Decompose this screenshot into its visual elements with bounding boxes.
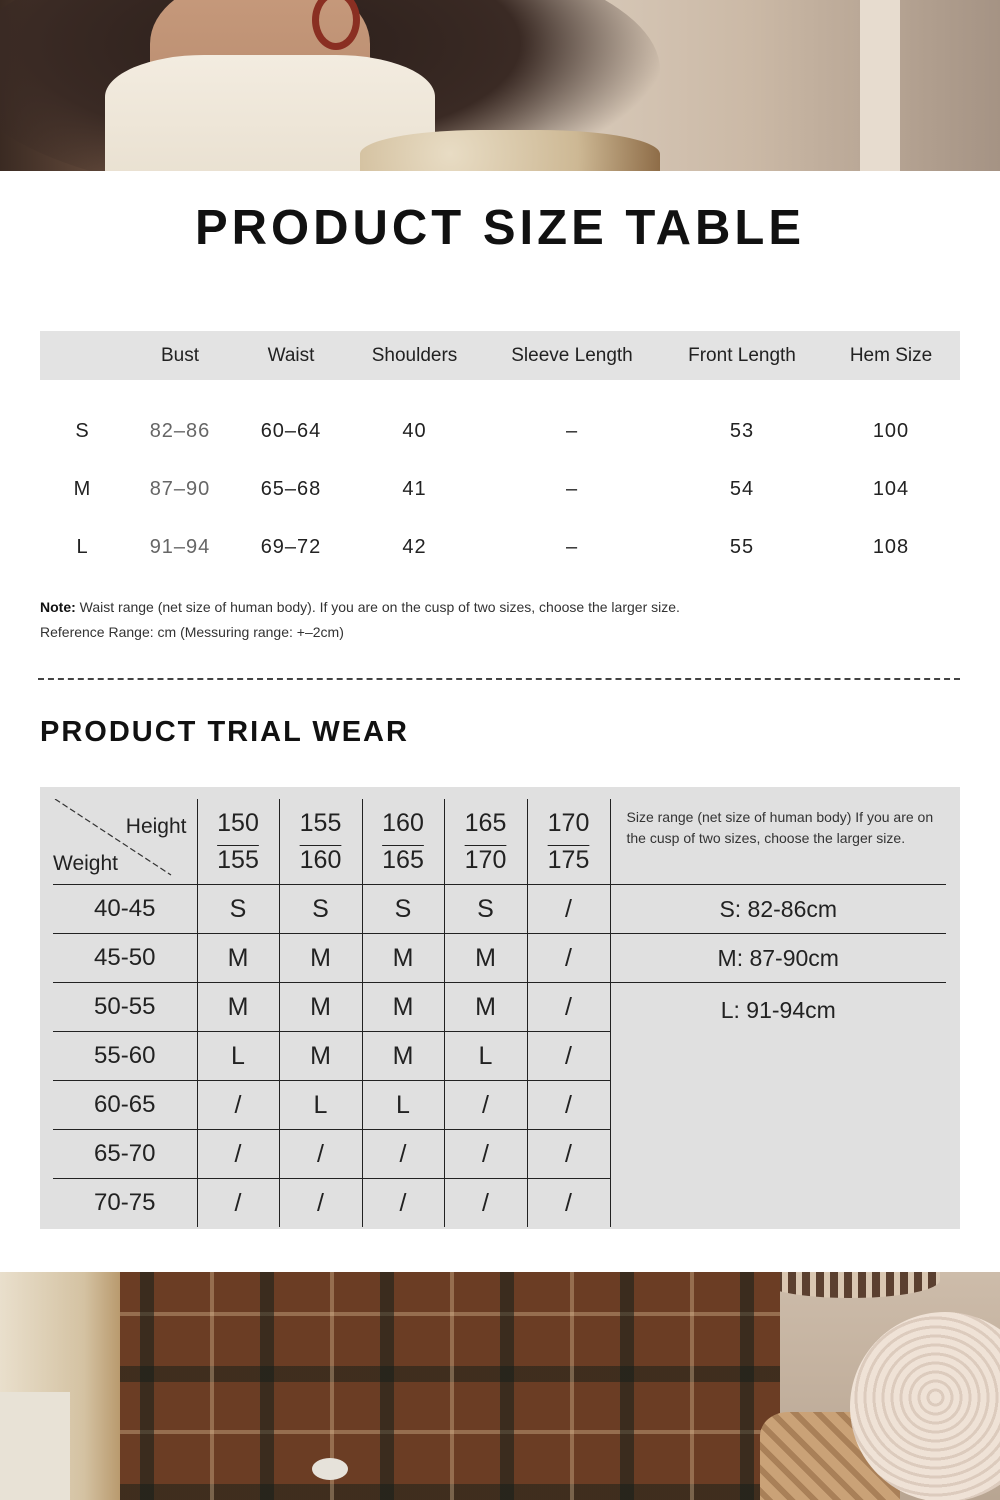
header-hem-size: Hem Size [822, 331, 960, 380]
size-cell: / [279, 1130, 362, 1179]
shoulders-value: 41 [402, 477, 427, 500]
size-cell: / [279, 1179, 362, 1228]
weight-value: 65-70 [53, 1130, 197, 1179]
size-cell: / [527, 983, 610, 1032]
size-cell: / [527, 1032, 610, 1081]
size-info-m: M: 87-90cm [610, 934, 946, 983]
waist-value: 65–68 [260, 477, 322, 500]
size-cell: S [444, 885, 527, 934]
size-cell: S [279, 885, 362, 934]
size-cell: L [362, 1081, 444, 1130]
size-cell: M [362, 1032, 444, 1081]
size-cell: / [527, 1179, 610, 1228]
table-row [40, 402, 960, 460]
size-cell: M [197, 934, 279, 983]
trial-row [53, 983, 946, 1032]
size-label: L [76, 535, 89, 558]
bottom-product-photo [0, 1272, 1000, 1500]
height-col-165: 165 170 [444, 799, 527, 885]
sleeve-length-value: – [565, 419, 579, 442]
height-col-155: 155 160 [279, 799, 362, 885]
header-cell [40, 331, 125, 380]
size-info-s: S: 82-86cm [610, 885, 946, 934]
trial-row [53, 885, 946, 934]
size-cell: / [197, 1179, 279, 1228]
table-row [40, 518, 960, 576]
front-length-value: 55 [729, 535, 755, 558]
front-length-value: 54 [729, 477, 755, 500]
shoulders-value: 42 [402, 535, 427, 558]
sleeve-length-value: – [565, 477, 579, 500]
page-title: PRODUCT SIZE TABLE [194, 201, 806, 255]
trial-header-row [53, 799, 946, 885]
size-cell: / [362, 1179, 444, 1228]
size-cell: L [279, 1081, 362, 1130]
size-cell: / [362, 1130, 444, 1179]
size-cell: / [444, 1130, 527, 1179]
waist-value: 60–64 [260, 419, 322, 442]
reference-range-text: Reference Range: cm (Messuring range: +–2cm) [40, 624, 344, 640]
waist-value: 69–72 [260, 535, 322, 558]
top-product-photo [0, 0, 1000, 171]
weight-value: 40-45 [53, 885, 197, 934]
size-table [40, 331, 960, 576]
size-cell: / [197, 1081, 279, 1130]
note-text: Waist range (net size of human body). If you are on the cusp of two sizes, choose the larger size. [75, 599, 680, 615]
header-bust: Bust [125, 331, 235, 380]
weight-value: 55-60 [53, 1032, 197, 1081]
height-label: Height [125, 815, 187, 838]
section-divider [38, 678, 960, 680]
header-sleeve-length: Sleeve Length [482, 331, 662, 380]
note-label: Note: [40, 599, 76, 615]
size-cell: / [444, 1179, 527, 1228]
size-cell: / [527, 1130, 610, 1179]
size-cell: M [279, 1032, 362, 1081]
weight-label: Weight [53, 852, 118, 875]
size-label: S [75, 419, 90, 442]
size-range-note: Size range (net size of human body) If you are on the cusp of two sizes, choose the larger size. [626, 809, 934, 846]
hem-size-value: 108 [872, 535, 910, 558]
hem-size-value: 104 [872, 477, 910, 500]
size-cell: / [444, 1081, 527, 1130]
size-cell: M [279, 934, 362, 983]
bust-value: 91–94 [149, 535, 211, 558]
table-row [40, 460, 960, 518]
bust-value: 87–90 [149, 477, 211, 500]
size-cell: L [444, 1032, 527, 1081]
size-cell: / [527, 934, 610, 983]
size-cell: M [362, 983, 444, 1032]
height-weight-corner [53, 799, 197, 885]
sleeve-length-value: – [565, 535, 579, 558]
size-cell: M [444, 983, 527, 1032]
size-info-l: L: 91-94cm [610, 983, 946, 1228]
trial-wear-title: PRODUCT TRIAL WEAR [40, 716, 409, 748]
header-shoulders: Shoulders [347, 331, 482, 380]
size-cell: S [362, 885, 444, 934]
weight-value: 70-75 [53, 1179, 197, 1228]
size-cell: M [279, 983, 362, 1032]
header-front-length: Front Length [662, 331, 822, 380]
weight-value: 60-65 [53, 1081, 197, 1130]
weight-value: 45-50 [53, 934, 197, 983]
bust-value: 82–86 [149, 419, 211, 442]
size-cell: S [197, 885, 279, 934]
size-cell: L [197, 1032, 279, 1081]
weight-value: 50-55 [53, 983, 197, 1032]
size-cell: M [362, 934, 444, 983]
height-col-160: 160 165 [362, 799, 444, 885]
header-waist: Waist [235, 331, 347, 380]
size-cell: M [444, 934, 527, 983]
size-cell: / [527, 885, 610, 934]
size-label: M [73, 477, 92, 500]
size-note [40, 595, 680, 645]
coat-button-detail [312, 1458, 348, 1480]
size-cell: / [197, 1130, 279, 1179]
size-cell: M [197, 983, 279, 1032]
shoulders-value: 40 [402, 419, 427, 442]
size-table-header [40, 331, 960, 380]
front-length-value: 53 [729, 419, 755, 442]
trial-wear-table [53, 799, 946, 1227]
height-col-170: 170 175 [527, 799, 610, 885]
hem-size-value: 100 [872, 419, 910, 442]
height-col-150: 150 155 [197, 799, 279, 885]
size-cell: / [527, 1081, 610, 1130]
trial-row [53, 934, 946, 983]
